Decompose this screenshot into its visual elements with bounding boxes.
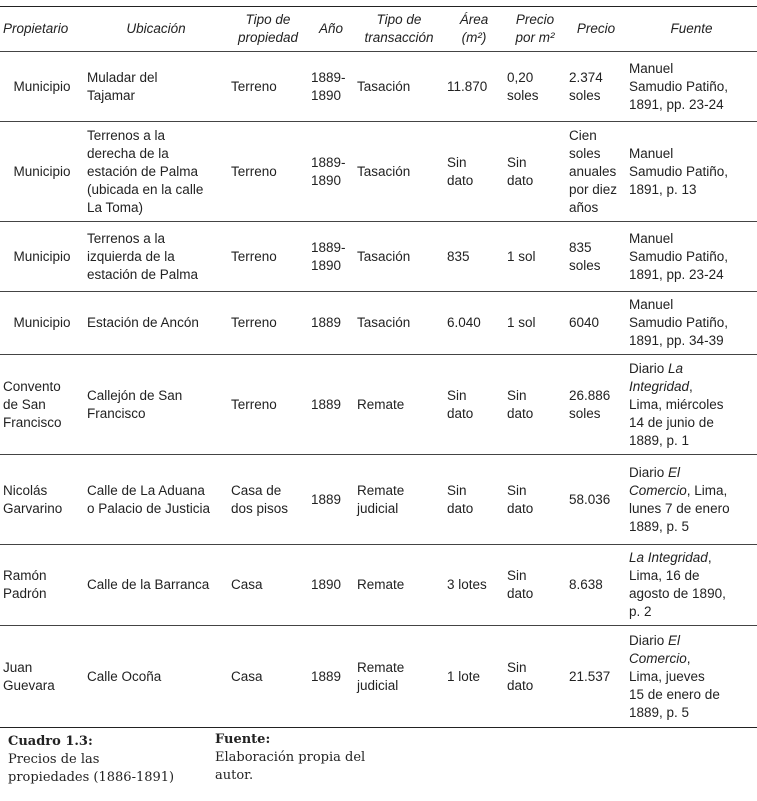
cell-fuente: [626, 52, 757, 122]
cell-anio: 1889- 1890: [308, 222, 354, 292]
cell-tipo-propiedad: Terreno: [228, 355, 308, 455]
cell-area: Sin dato: [444, 455, 504, 545]
cell-anio: 1889- 1890: [308, 52, 354, 122]
header-anio: Año: [308, 7, 354, 52]
cell-anio: 1889: [308, 292, 354, 355]
cell-precio-m2: Sin dato: [504, 626, 566, 728]
table-caption: [8, 733, 174, 787]
cell-area: Sin dato: [444, 122, 504, 222]
caption-text: Precios de las propiedades (1886-1891): [8, 752, 175, 785]
table-row: [0, 292, 757, 355]
cell-precio: Cien soles anuales por diez años: [566, 122, 626, 222]
cell-fuente: [626, 545, 757, 626]
cell-precio: 2.374 soles: [566, 52, 626, 122]
cell-propietario: Municipio: [0, 292, 84, 355]
header-precio-m2: Precio por m²: [504, 7, 566, 52]
cell-area: Sin dato: [444, 355, 504, 455]
cell-tipo-transaccion: Tasación: [354, 122, 444, 222]
cell-ubicacion: Estación de Ancón: [84, 292, 228, 355]
cell-precio: 6040: [566, 292, 626, 355]
cell-area: 1 lote: [444, 626, 504, 728]
fuente-segment: , Lima, miércoles 14 de junio de 1889, p. 1: [629, 378, 724, 448]
fuente-segment: La Integridad: [629, 550, 708, 565]
cell-anio: 1890: [308, 545, 354, 626]
header-propietario: Propietario: [0, 7, 84, 52]
cell-fuente: [626, 355, 757, 455]
cell-ubicacion: Callejón de San Francisco: [84, 355, 228, 455]
cell-ubicacion: Terrenos a la derecha de la estación de Palma (ubicada en la calle La Toma): [84, 122, 228, 222]
header-area: Área (m²): [444, 7, 504, 52]
header-ubicacion: Ubicación: [84, 7, 228, 52]
table-source: [215, 731, 365, 785]
cell-propietario: Municipio: [0, 222, 84, 292]
fuente-segment: Diario: [629, 360, 669, 376]
header-fuente: Fuente: [626, 7, 757, 52]
table-row: [0, 222, 757, 292]
cell-area: 3 lotes: [444, 545, 504, 626]
cell-area: 11.870: [444, 52, 504, 122]
cell-ubicacion: Calle Ocoña: [84, 626, 228, 728]
property-prices-table: [0, 6, 757, 728]
cell-fuente: [626, 222, 757, 292]
cell-precio-m2: Sin dato: [504, 545, 566, 626]
cell-tipo-propiedad: Terreno: [228, 122, 308, 222]
cell-precio: 26.886 soles: [566, 355, 626, 455]
cell-anio: 1889: [308, 626, 354, 728]
cell-tipo-transaccion: Remate: [354, 355, 444, 455]
source-text: Elaboración propia del autor.: [215, 750, 366, 783]
cell-tipo-propiedad: Casa: [228, 626, 308, 728]
table-row: [0, 52, 757, 122]
cell-precio-m2: Sin dato: [504, 122, 566, 222]
cell-precio-m2: Sin dato: [504, 355, 566, 455]
fuente-segment: , Lima, lunes 7 de enero 1889, p. 5: [629, 482, 730, 534]
fuente-segment: Manuel Samudio Patiño, 1891, pp. 34-39: [629, 297, 729, 348]
caption-title: Cuadro 1.3:: [8, 734, 93, 749]
table-row: [0, 545, 757, 626]
fuente-segment: Diario: [629, 632, 669, 648]
cell-propietario: Juan Guevara: [0, 626, 84, 728]
fuente-segment: La Integridad: [629, 360, 690, 394]
cell-fuente: [626, 122, 757, 222]
cell-tipo-propiedad: Terreno: [228, 52, 308, 122]
cell-precio-m2: 0,20 soles: [504, 52, 566, 122]
cell-anio: 1889: [308, 455, 354, 545]
cell-precio-m2: Sin dato: [504, 455, 566, 545]
cell-precio: 835 soles: [566, 222, 626, 292]
header-precio: Precio: [566, 7, 626, 52]
cell-precio-m2: 1 sol: [504, 292, 566, 355]
header-tipo-propiedad: Tipo de propiedad: [228, 7, 308, 52]
cell-tipo-transaccion: Tasación: [354, 52, 444, 122]
fuente-segment: Diario: [629, 464, 669, 480]
table-row: [0, 122, 757, 222]
cell-propietario: Municipio: [0, 122, 84, 222]
fuente-segment: Manuel Samudio Patiño, 1891, pp. 23-24: [629, 60, 729, 112]
header-tipo-transaccion: Tipo de transacción: [354, 7, 444, 52]
table-row: [0, 455, 757, 545]
fuente-segment: Manuel Samudio Patiño, 1891, pp. 23-24: [629, 230, 729, 282]
cell-ubicacion: Calle de La Aduana o Palacio de Justicia: [84, 455, 228, 545]
cell-precio: 8.638: [566, 545, 626, 626]
cell-tipo-transaccion: Tasación: [354, 292, 444, 355]
table-row: [0, 355, 757, 455]
cell-tipo-transaccion: Remate judicial: [354, 626, 444, 728]
cell-fuente: [626, 455, 757, 545]
cell-tipo-propiedad: Terreno: [228, 292, 308, 355]
table-row: [0, 626, 757, 728]
fuente-segment: , Lima, 16 de agosto de 1890, p. 2: [629, 550, 726, 619]
cell-precio-m2: 1 sol: [504, 222, 566, 292]
cell-propietario: Ramón Padrón: [0, 545, 84, 626]
fuente-segment: El Comercio: [629, 464, 687, 498]
cell-ubicacion: Terrenos a la izquierda de la estación de Palma: [84, 222, 228, 292]
cell-ubicacion: Calle de la Barranca: [84, 545, 228, 626]
cell-tipo-transaccion: Remate: [354, 545, 444, 626]
cell-propietario: Nicolás Garvarino: [0, 455, 84, 545]
cell-fuente: [626, 626, 757, 728]
cell-tipo-propiedad: Casa: [228, 545, 308, 626]
source-title: Fuente:: [215, 732, 271, 747]
cell-propietario: Municipio: [0, 52, 84, 122]
fuente-segment: El Comercio: [629, 632, 687, 666]
cell-ubicacion: Muladar del Tajamar: [84, 52, 228, 122]
cell-tipo-propiedad: Terreno: [228, 222, 308, 292]
cell-area: 835: [444, 222, 504, 292]
cell-tipo-propiedad: Casa de dos pisos: [228, 455, 308, 545]
cell-propietario: Convento de San Francisco: [0, 355, 84, 455]
cell-precio: 21.537: [566, 626, 626, 728]
cell-tipo-transaccion: Remate judicial: [354, 455, 444, 545]
cell-anio: 1889- 1890: [308, 122, 354, 222]
table-header-row: [0, 7, 757, 52]
cell-fuente: [626, 292, 757, 355]
cell-precio: 58.036: [566, 455, 626, 545]
fuente-segment: , Lima, jueves 15 de enero de 1889, p. 5: [629, 650, 720, 720]
cell-tipo-transaccion: Tasación: [354, 222, 444, 292]
cell-area: 6.040: [444, 292, 504, 355]
fuente-segment: Manuel Samudio Patiño, 1891, p. 13: [629, 145, 729, 197]
cell-anio: 1889: [308, 355, 354, 455]
